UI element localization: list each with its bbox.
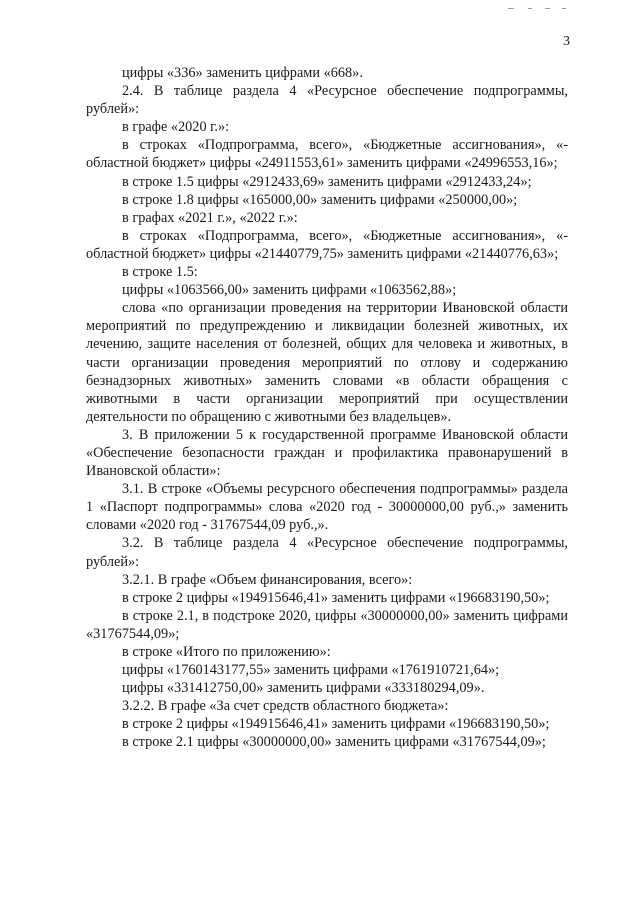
scan-artifact — [562, 8, 566, 9]
document-body — [86, 64, 568, 752]
paragraph: в строке 1.5: — [122, 264, 198, 281]
paragraph: цифры «336» заменить цифрами «668». — [122, 65, 363, 81]
paragraph: 3. В приложении 5 к государственной программе Ивановской области «Обеспечение безопасности граждан и профилактика правонарушений в Ивановской области»: — [86, 426, 568, 480]
paragraph: слова «по организации проведения на территории Ивановской области мероприятий по предупреждению и ликвидации болезней животных, их лечению, защите населения от болезней, общих для человека и животных, в части организации проведения мероприятий по отлову и содержанию безнадзорных животных» заменить словами «в области обращения с животными в части организации мероприятий при осуществлении деятельности по обращению с животными без владельцев». — [86, 300, 568, 425]
scan-artifact — [528, 8, 532, 9]
paragraph: в строках «Подпрограмма, всего», «Бюджетные ассигнования», «- областной бюджет» цифры «21440779,75» заменить цифрами «21440776,63»; — [86, 227, 568, 262]
paragraph: в строке 1.5 цифры «2912433,69» заменить цифрами «2912433,24»; — [122, 173, 532, 190]
paragraph: 2.4. В таблице раздела 4 «Ресурсное обеспечение подпрограммы, рублей»: — [86, 83, 568, 118]
paragraph: 3.2. В таблице раздела 4 «Ресурсное обеспечение подпрограммы, рублей»: — [86, 535, 568, 570]
paragraph: в строке 1.8 цифры «165000,00» заменить цифрами «250000,00»; — [122, 191, 518, 208]
paragraph: в строке «Итого по приложению»: — [122, 644, 331, 660]
paragraph: 3.1. В строке «Объемы ресурсного обеспечения подпрограммы» раздела 1 «Паспорт подпрограммы» слова «2020 год - 30000000,00 руб.,» заменить словами «2020 год - 31767544,09 руб.,». — [86, 481, 568, 534]
paragraph: в строке 2 цифры «194915646,41» заменить цифрами «196683190,50»; — [122, 589, 550, 606]
paragraph: в строках «Подпрограмма, всего», «Бюджетные ассигнования», «- областной бюджет» цифры «24911553,61» заменить цифрами «24996553,16»; — [86, 137, 568, 172]
page-number: 3 — [563, 34, 570, 49]
paragraph: цифры «1063566,00» заменить цифрами «1063562,88»; — [122, 282, 457, 299]
paragraph: в строке 2 цифры «194915646,41» заменить цифрами «196683190,50»; — [122, 716, 550, 733]
paragraph: в строке 2.1 цифры «30000000,00» заменить цифрами «31767544,09»; — [122, 734, 546, 751]
paragraph: в графах «2021 г.», «2022 г.»: — [122, 209, 298, 226]
paragraph: в графе «2020 г.»: — [122, 119, 230, 136]
paragraph: 3.2.1. В графе «Объем финансирования, всего»: — [122, 571, 413, 588]
paragraph: в строке 2.1, в подстроке 2020, цифры «30000000,00» заменить цифрами «31767544,09»; — [86, 607, 568, 642]
scan-artifact — [508, 8, 514, 9]
paragraph: 3.2.2. В графе «За счет средств областного бюджета»: — [122, 698, 449, 715]
paragraph: цифры «331412750,00» заменить цифрами «333180294,09». — [122, 680, 485, 697]
scan-artifact — [545, 8, 550, 9]
paragraph: цифры «1760143177,55» заменить цифрами «1761910721,64»; — [122, 662, 500, 679]
